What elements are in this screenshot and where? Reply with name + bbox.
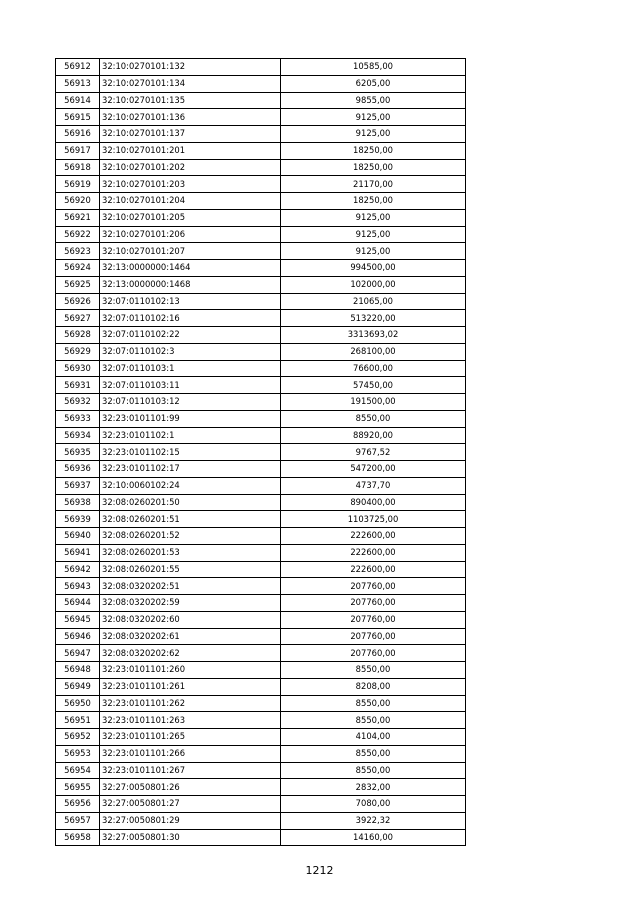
- cadastral-number-cell: 32:13:0000000:1464: [100, 260, 281, 277]
- cadastral-number-cell: 32:08:0320202:51: [100, 578, 281, 595]
- row-id-cell: 56928: [56, 327, 100, 344]
- value-cell: 3922,32: [281, 812, 466, 829]
- cadastral-number-cell: 32:10:0270101:201: [100, 142, 281, 159]
- value-cell: 191500,00: [281, 394, 466, 411]
- value-cell: 9767,52: [281, 444, 466, 461]
- value-cell: 102000,00: [281, 276, 466, 293]
- value-cell: 268100,00: [281, 343, 466, 360]
- cadastral-number-cell: 32:10:0270101:205: [100, 209, 281, 226]
- table-row: [56, 611, 466, 628]
- table-row: [56, 360, 466, 377]
- table-row: [56, 59, 466, 76]
- row-id-cell: 56937: [56, 477, 100, 494]
- row-id-cell: 56934: [56, 427, 100, 444]
- table-row: [56, 712, 466, 729]
- row-id-cell: 56953: [56, 745, 100, 762]
- row-id-cell: 56917: [56, 142, 100, 159]
- value-cell: 222600,00: [281, 528, 466, 545]
- row-id-cell: 56946: [56, 628, 100, 645]
- value-cell: 9125,00: [281, 126, 466, 143]
- row-id-cell: 56929: [56, 343, 100, 360]
- cadastral-number-cell: 32:23:0101101:263: [100, 712, 281, 729]
- value-cell: 14160,00: [281, 829, 466, 846]
- row-id-cell: 56957: [56, 812, 100, 829]
- value-cell: 1103725,00: [281, 511, 466, 528]
- cadastral-number-cell: 32:23:0101102:15: [100, 444, 281, 461]
- table-row: [56, 92, 466, 109]
- table-row: [56, 377, 466, 394]
- cadastral-value-table: [55, 58, 466, 846]
- table-row: [56, 176, 466, 193]
- row-id-cell: 56936: [56, 461, 100, 478]
- table-row: [56, 410, 466, 427]
- table-row: [56, 260, 466, 277]
- table-row: [56, 226, 466, 243]
- cadastral-number-cell: 32:10:0270101:136: [100, 109, 281, 126]
- cadastral-number-cell: 32:08:0320202:62: [100, 645, 281, 662]
- table-row: [56, 745, 466, 762]
- cadastral-number-cell: 32:08:0320202:60: [100, 611, 281, 628]
- row-id-cell: 56939: [56, 511, 100, 528]
- cadastral-number-cell: 32:08:0260201:55: [100, 561, 281, 578]
- table-row: [56, 561, 466, 578]
- value-cell: 222600,00: [281, 544, 466, 561]
- value-cell: 18250,00: [281, 142, 466, 159]
- cadastral-number-cell: 32:07:0110102:22: [100, 327, 281, 344]
- cadastral-number-cell: 32:08:0320202:61: [100, 628, 281, 645]
- cadastral-number-cell: 32:10:0270101:137: [100, 126, 281, 143]
- table-body: [56, 59, 466, 846]
- table-row: [56, 796, 466, 813]
- value-cell: 222600,00: [281, 561, 466, 578]
- row-id-cell: 56941: [56, 544, 100, 561]
- row-id-cell: 56935: [56, 444, 100, 461]
- table-row: [56, 762, 466, 779]
- value-cell: 513220,00: [281, 310, 466, 327]
- cadastral-number-cell: 32:07:0110103:1: [100, 360, 281, 377]
- cadastral-number-cell: 32:23:0101101:267: [100, 762, 281, 779]
- table-row: [56, 327, 466, 344]
- value-cell: 207760,00: [281, 595, 466, 612]
- row-id-cell: 56913: [56, 75, 100, 92]
- row-id-cell: 56940: [56, 528, 100, 545]
- cadastral-number-cell: 32:10:0270101:202: [100, 159, 281, 176]
- cadastral-number-cell: 32:07:0110102:13: [100, 293, 281, 310]
- table-row: [56, 142, 466, 159]
- cadastral-number-cell: 32:23:0101102:17: [100, 461, 281, 478]
- row-id-cell: 56922: [56, 226, 100, 243]
- value-cell: 8550,00: [281, 762, 466, 779]
- value-cell: 8550,00: [281, 662, 466, 679]
- value-cell: 57450,00: [281, 377, 466, 394]
- table-row: [56, 427, 466, 444]
- table-row: [56, 444, 466, 461]
- row-id-cell: 56947: [56, 645, 100, 662]
- row-id-cell: 56923: [56, 243, 100, 260]
- row-id-cell: 56932: [56, 394, 100, 411]
- cadastral-number-cell: 32:10:0060102:24: [100, 477, 281, 494]
- cadastral-number-cell: 32:10:0270101:132: [100, 59, 281, 76]
- cadastral-number-cell: 32:08:0260201:51: [100, 511, 281, 528]
- cadastral-number-cell: 32:27:0050801:26: [100, 779, 281, 796]
- cadastral-number-cell: 32:13:0000000:1468: [100, 276, 281, 293]
- table-row: [56, 678, 466, 695]
- row-id-cell: 56938: [56, 494, 100, 511]
- cadastral-number-cell: 32:27:0050801:29: [100, 812, 281, 829]
- row-id-cell: 56955: [56, 779, 100, 796]
- row-id-cell: 56943: [56, 578, 100, 595]
- table-row: [56, 461, 466, 478]
- cadastral-number-cell: 32:10:0270101:206: [100, 226, 281, 243]
- value-cell: 9855,00: [281, 92, 466, 109]
- cadastral-number-cell: 32:27:0050801:30: [100, 829, 281, 846]
- row-id-cell: 56916: [56, 126, 100, 143]
- row-id-cell: 56921: [56, 209, 100, 226]
- value-cell: 7080,00: [281, 796, 466, 813]
- row-id-cell: 56933: [56, 410, 100, 427]
- cadastral-number-cell: 32:08:0260201:50: [100, 494, 281, 511]
- table-row: [56, 126, 466, 143]
- value-cell: 8550,00: [281, 410, 466, 427]
- value-cell: 8550,00: [281, 745, 466, 762]
- row-id-cell: 56952: [56, 729, 100, 746]
- row-id-cell: 56954: [56, 762, 100, 779]
- page-number: 1212: [305, 864, 334, 877]
- row-id-cell: 56950: [56, 695, 100, 712]
- value-cell: 8550,00: [281, 712, 466, 729]
- table-row: [56, 310, 466, 327]
- table-row: [56, 293, 466, 310]
- row-id-cell: 56924: [56, 260, 100, 277]
- table-row: [56, 578, 466, 595]
- value-cell: 994500,00: [281, 260, 466, 277]
- value-cell: 3313693,02: [281, 327, 466, 344]
- row-id-cell: 56914: [56, 92, 100, 109]
- row-id-cell: 56915: [56, 109, 100, 126]
- table-row: [56, 477, 466, 494]
- row-id-cell: 56918: [56, 159, 100, 176]
- cadastral-number-cell: 32:07:0110102:3: [100, 343, 281, 360]
- table-row: [56, 193, 466, 210]
- cadastral-number-cell: 32:10:0270101:134: [100, 75, 281, 92]
- cadastral-number-cell: 32:23:0101101:99: [100, 410, 281, 427]
- cadastral-number-cell: 32:23:0101101:265: [100, 729, 281, 746]
- table-row: [56, 695, 466, 712]
- cadastral-number-cell: 32:10:0270101:207: [100, 243, 281, 260]
- cadastral-number-cell: 32:10:0270101:204: [100, 193, 281, 210]
- value-cell: 8550,00: [281, 695, 466, 712]
- row-id-cell: 56951: [56, 712, 100, 729]
- cadastral-number-cell: 32:08:0260201:52: [100, 528, 281, 545]
- row-id-cell: 56949: [56, 678, 100, 695]
- value-cell: 207760,00: [281, 645, 466, 662]
- row-id-cell: 56920: [56, 193, 100, 210]
- value-cell: 207760,00: [281, 611, 466, 628]
- table-row: [56, 812, 466, 829]
- value-cell: 8208,00: [281, 678, 466, 695]
- table-row: [56, 779, 466, 796]
- value-cell: 9125,00: [281, 109, 466, 126]
- row-id-cell: 56919: [56, 176, 100, 193]
- cadastral-number-cell: 32:07:0110103:12: [100, 394, 281, 411]
- value-cell: 76600,00: [281, 360, 466, 377]
- row-id-cell: 56926: [56, 293, 100, 310]
- cadastral-number-cell: 32:08:0320202:59: [100, 595, 281, 612]
- cadastral-number-cell: 32:23:0101102:1: [100, 427, 281, 444]
- value-cell: 9125,00: [281, 243, 466, 260]
- table-row: [56, 109, 466, 126]
- table-row: [56, 511, 466, 528]
- cadastral-number-cell: 32:08:0260201:53: [100, 544, 281, 561]
- value-cell: 9125,00: [281, 226, 466, 243]
- row-id-cell: 56927: [56, 310, 100, 327]
- row-id-cell: 56944: [56, 595, 100, 612]
- value-cell: 2832,00: [281, 779, 466, 796]
- value-cell: 10585,00: [281, 59, 466, 76]
- row-id-cell: 56912: [56, 59, 100, 76]
- value-cell: 207760,00: [281, 578, 466, 595]
- row-id-cell: 56956: [56, 796, 100, 813]
- table-row: [56, 75, 466, 92]
- cadastral-number-cell: 32:07:0110102:16: [100, 310, 281, 327]
- table-row: [56, 209, 466, 226]
- cadastral-number-cell: 32:07:0110103:11: [100, 377, 281, 394]
- row-id-cell: 56945: [56, 611, 100, 628]
- row-id-cell: 56931: [56, 377, 100, 394]
- table-row: [56, 494, 466, 511]
- value-cell: 21170,00: [281, 176, 466, 193]
- table-row: [56, 595, 466, 612]
- table-row: [56, 528, 466, 545]
- table-row: [56, 243, 466, 260]
- value-cell: 18250,00: [281, 159, 466, 176]
- cadastral-number-cell: 32:23:0101101:262: [100, 695, 281, 712]
- value-cell: 18250,00: [281, 193, 466, 210]
- table-row: [56, 645, 466, 662]
- value-cell: 4104,00: [281, 729, 466, 746]
- table-row: [56, 276, 466, 293]
- value-cell: 88920,00: [281, 427, 466, 444]
- value-cell: 547200,00: [281, 461, 466, 478]
- cadastral-number-cell: 32:10:0270101:203: [100, 176, 281, 193]
- row-id-cell: 56930: [56, 360, 100, 377]
- row-id-cell: 56925: [56, 276, 100, 293]
- table-row: [56, 394, 466, 411]
- value-cell: 207760,00: [281, 628, 466, 645]
- cadastral-number-cell: 32:10:0270101:135: [100, 92, 281, 109]
- row-id-cell: 56942: [56, 561, 100, 578]
- row-id-cell: 56958: [56, 829, 100, 846]
- table-row: [56, 159, 466, 176]
- cadastral-number-cell: 32:23:0101101:261: [100, 678, 281, 695]
- value-cell: 890400,00: [281, 494, 466, 511]
- value-cell: 21065,00: [281, 293, 466, 310]
- table-row: [56, 729, 466, 746]
- cadastral-number-cell: 32:23:0101101:266: [100, 745, 281, 762]
- table-row: [56, 628, 466, 645]
- cadastral-number-cell: 32:27:0050801:27: [100, 796, 281, 813]
- cadastral-number-cell: 32:23:0101101:260: [100, 662, 281, 679]
- table-row: [56, 662, 466, 679]
- value-cell: 4737,70: [281, 477, 466, 494]
- table-row: [56, 544, 466, 561]
- table-row: [56, 343, 466, 360]
- row-id-cell: 56948: [56, 662, 100, 679]
- table-row: [56, 829, 466, 846]
- value-cell: 9125,00: [281, 209, 466, 226]
- value-cell: 6205,00: [281, 75, 466, 92]
